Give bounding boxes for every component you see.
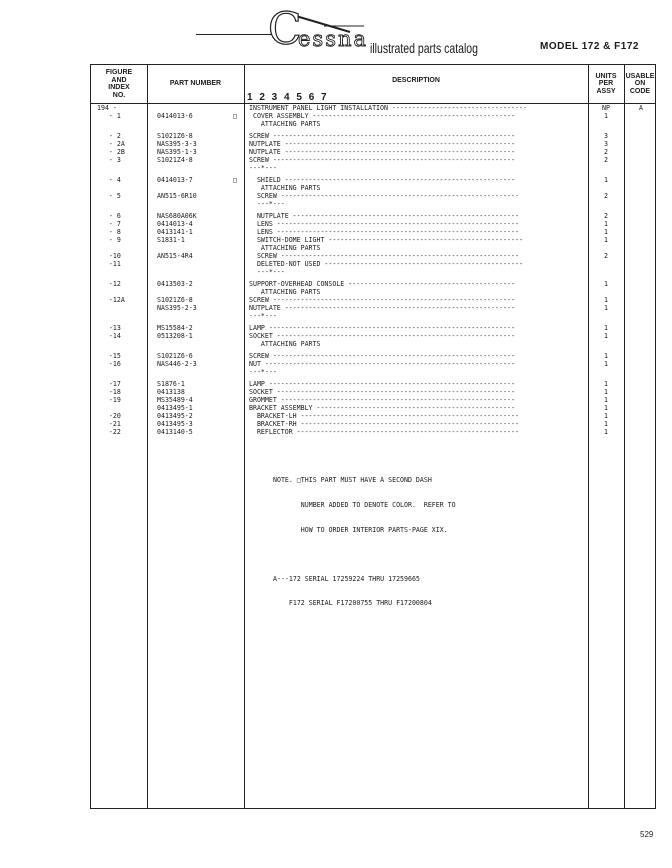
description-cell: ---*--- xyxy=(249,164,277,172)
units-per-assy-cell: 1 xyxy=(604,304,608,312)
figure-index-cell: -13 xyxy=(97,324,121,332)
note-line: HOW TO ORDER INTERIOR PARTS-PAGE XIX. xyxy=(273,525,448,534)
table-row xyxy=(91,288,655,296)
table-row xyxy=(91,420,655,428)
header-usable-on-code xyxy=(624,65,656,103)
table-row xyxy=(91,156,655,164)
table-row xyxy=(91,228,655,236)
figure-index-cell: - 5 xyxy=(97,192,121,200)
units-per-assy-cell: 1 xyxy=(604,412,608,420)
logo-wordmark: essna xyxy=(298,27,369,51)
table-row xyxy=(91,140,655,148)
figure-index-cell: -12A xyxy=(97,296,125,304)
description-cell: SUPPORT-OVERHEAD CONSOLE ------------------------------------------ xyxy=(249,280,515,288)
table-row xyxy=(91,388,655,396)
table-row xyxy=(91,120,655,128)
description-cell: SHIELD ---------------------------------------------------------- xyxy=(249,176,515,184)
part-number-cell: AN515-6R10 xyxy=(157,192,197,200)
units-per-assy-cell: 1 xyxy=(604,420,608,428)
figure-index-cell: -20 xyxy=(97,412,121,420)
figure-index-cell: -17 xyxy=(97,380,121,388)
units-per-assy-cell: 1 xyxy=(604,220,608,228)
figure-index-cell: - 8 xyxy=(97,228,121,236)
table-row xyxy=(91,404,655,412)
description-cell: GROMMET ----------------------------------------------------------- xyxy=(249,396,515,404)
figure-index-cell: - 1 xyxy=(97,112,121,120)
units-per-assy-cell: 1 xyxy=(604,324,608,332)
indent-levels: 1 2 3 4 5 6 7 xyxy=(247,92,329,103)
units-per-assy-cell: 1 xyxy=(604,112,608,120)
usable-code-line: F172 SERIAL F17200755 THRU F17200804 xyxy=(273,599,432,608)
units-per-assy-cell: 1 xyxy=(604,360,608,368)
description-cell: SCREW ------------------------------------------------------------ xyxy=(249,192,519,200)
part-number-cell: S1831-1 xyxy=(157,236,185,244)
table-row xyxy=(91,352,655,360)
header-text: AND xyxy=(111,76,127,84)
figure-index-cell: -18 xyxy=(97,388,121,396)
notes-section xyxy=(273,460,456,624)
table-row xyxy=(91,312,655,320)
table-row xyxy=(91,396,655,404)
description-cell: LAMP -------------------------------------------------------------- xyxy=(249,380,515,388)
catalog-title: illustrated parts catalog xyxy=(370,40,478,56)
description-cell: SCREW ------------------------------------------------------------- xyxy=(249,296,515,304)
units-per-assy-cell: 1 xyxy=(604,280,608,288)
units-per-assy-cell: 1 xyxy=(604,388,608,396)
units-per-assy-cell: 1 xyxy=(604,176,608,184)
part-number-cell: S1021Z4-8 xyxy=(157,156,193,164)
description-cell: BRACKET-LH ------------------------------------------------------- xyxy=(249,412,519,420)
description-cell: LENS ------------------------------------------------------------- xyxy=(249,228,519,236)
note-line: NUMBER ADDED TO DENOTE COLOR. REFER TO xyxy=(273,501,456,510)
description-cell: COVER ASSEMBLY --------------------------------------------------- xyxy=(249,112,515,120)
note-line: NOTE. □THIS PART MUST HAVE A SECOND DASH xyxy=(273,476,432,485)
table-row xyxy=(91,192,655,200)
table-row xyxy=(91,304,655,312)
part-number-cell: 0413503-2 xyxy=(157,280,193,288)
figure-index-cell: - 7 xyxy=(97,220,121,228)
part-number-cell: 0414013-6 xyxy=(157,112,193,120)
table-row xyxy=(91,296,655,304)
units-per-assy-cell: 3 xyxy=(604,132,608,140)
description-cell: DELETED-NOT USED -------------------------------------------------- xyxy=(249,260,523,268)
description-cell: ATTACHING PARTS xyxy=(249,120,321,128)
part-number-cell: 0413141-1 xyxy=(157,228,193,236)
parts-table xyxy=(90,64,656,809)
header-text: FIGURE xyxy=(105,69,133,76)
units-per-assy-cell: 1 xyxy=(604,396,608,404)
description-cell: ---*--- xyxy=(249,312,277,320)
part-number-cell: 0413495-1 xyxy=(157,404,193,412)
units-per-assy-cell: 1 xyxy=(604,228,608,236)
header-figure-index xyxy=(91,65,147,103)
units-per-assy-cell: 1 xyxy=(604,236,608,244)
description-cell: LAMP -------------------------------------------------------------- xyxy=(249,324,515,332)
description-cell: NUTPLATE ---------------------------------------------------------- xyxy=(249,148,515,156)
units-per-assy-cell: 1 xyxy=(604,428,608,436)
figure-index-cell: -16 xyxy=(97,360,121,368)
description-cell: INSTRUMENT PANEL LIGHT INSTALLATION ---------------------------------- xyxy=(249,104,527,112)
header-units-per-assy xyxy=(588,65,624,103)
logo-rule xyxy=(196,34,274,35)
table-row xyxy=(91,412,655,420)
description-cell: REFLECTOR -------------------------------------------------------- xyxy=(249,428,519,436)
table-row xyxy=(91,332,655,340)
units-per-assy-cell: 2 xyxy=(604,148,608,156)
part-number-cell: NAS395-3-3 xyxy=(157,140,197,148)
figure-index-cell: -14 xyxy=(97,332,121,340)
table-row xyxy=(91,104,655,112)
table-row xyxy=(91,324,655,332)
table-row xyxy=(91,380,655,388)
description-cell: ATTACHING PARTS xyxy=(249,288,321,296)
part-number-cell: 0513208-1 xyxy=(157,332,193,340)
description-cell: ATTACHING PARTS xyxy=(249,184,321,192)
table-row xyxy=(91,184,655,192)
figure-index-cell: - 6 xyxy=(97,212,121,220)
table-row xyxy=(91,212,655,220)
table-row xyxy=(91,236,655,244)
part-number-cell: MS15584-2 xyxy=(157,324,193,332)
description-cell: SOCKET ------------------------------------------------------------ xyxy=(249,388,515,396)
table-row xyxy=(91,280,655,288)
figure-index-cell: -10 xyxy=(97,252,121,260)
header-text: PER xyxy=(598,80,614,88)
description-cell: SCREW ------------------------------------------------------------- xyxy=(249,132,515,140)
header-text: DESCRIPTION xyxy=(392,77,440,84)
usable-code-cell: A xyxy=(639,104,643,112)
part-number-cell: S1021Z6-8 xyxy=(157,132,193,140)
part-number-cell: NAS680A06K xyxy=(157,212,197,220)
note-spacer xyxy=(273,550,456,558)
table-row xyxy=(91,260,655,268)
units-per-assy-cell: 2 xyxy=(604,156,608,164)
table-row xyxy=(91,360,655,368)
description-cell: NUTPLATE ---------------------------------------------------------- xyxy=(249,140,515,148)
table-row xyxy=(91,220,655,228)
figure-index-cell: - 2A xyxy=(97,140,125,148)
header-text: INDEX xyxy=(108,84,130,91)
header-part-number xyxy=(147,65,244,103)
figure-index-cell: -15 xyxy=(97,352,121,360)
units-per-assy-cell: 1 xyxy=(604,404,608,412)
table-row xyxy=(91,252,655,260)
header-text: PART NUMBER xyxy=(169,80,222,88)
table-row xyxy=(91,112,655,120)
description-cell: ---*--- xyxy=(249,368,277,376)
part-number-cell: NAS446-2-3 xyxy=(157,360,197,368)
units-per-assy-cell: 2 xyxy=(604,252,608,260)
description-cell: ATTACHING PARTS xyxy=(249,244,321,252)
table-row xyxy=(91,164,655,172)
part-number-cell: 0413495-3 xyxy=(157,420,193,428)
table-row xyxy=(91,268,655,276)
header-text: CODE xyxy=(629,87,651,95)
header-text: ASSY xyxy=(596,87,616,95)
table-row xyxy=(91,148,655,156)
units-per-assy-cell: 2 xyxy=(604,192,608,200)
part-number-cell: 0414013-7 xyxy=(157,176,193,184)
figure-index-cell: -19 xyxy=(97,396,121,404)
description-cell: BRACKET ASSEMBLY -------------------------------------------------- xyxy=(249,404,515,412)
usable-code-line: A---172 SERIAL 17259224 THRU 17259665 xyxy=(273,574,420,583)
logo-initial: C xyxy=(268,4,302,55)
description-cell: NUTPLATE --------------------------------------------------------- xyxy=(249,212,519,220)
units-per-assy-cell: 3 xyxy=(604,140,608,148)
table-row xyxy=(91,428,655,436)
header-text: USABLE xyxy=(625,72,655,80)
description-cell: ---*--- xyxy=(249,268,285,276)
part-number-cell: NAS395-2-3 xyxy=(157,304,197,312)
units-per-assy-cell: 1 xyxy=(604,332,608,340)
header-text: UNITS xyxy=(595,72,617,80)
description-cell: SCREW ------------------------------------------------------------- xyxy=(249,352,515,360)
description-cell: SCREW ------------------------------------------------------------- xyxy=(249,156,515,164)
figure-index-cell: 194 - xyxy=(97,104,117,112)
color-note-mark: □ xyxy=(233,112,237,120)
description-cell: SCREW ------------------------------------------------------------ xyxy=(249,252,519,260)
figure-index-cell: -22 xyxy=(97,428,121,436)
table-row xyxy=(91,200,655,208)
units-per-assy-cell: 1 xyxy=(604,296,608,304)
part-number-cell: 0414013-4 xyxy=(157,220,193,228)
description-cell: LENS ------------------------------------------------------------- xyxy=(249,220,519,228)
description-cell: SWITCH-DOME LIGHT ------------------------------------------------- xyxy=(249,236,523,244)
part-number-cell: 0413140-5 xyxy=(157,428,193,436)
model-title: MODEL 172 & F172 xyxy=(540,41,639,52)
figure-index-cell: -11 xyxy=(97,260,121,268)
part-number-cell: AN515-4R4 xyxy=(157,252,193,260)
figure-index-cell: - 3 xyxy=(97,156,121,164)
figure-index-cell: - 4 xyxy=(97,176,121,184)
table-row xyxy=(91,340,655,348)
units-per-assy-cell: NP xyxy=(602,104,610,112)
description-cell: NUT --------------------------------------------------------------- xyxy=(249,360,515,368)
description-cell: ATTACHING PARTS xyxy=(249,340,321,348)
header-text: ON xyxy=(634,80,646,88)
description-cell: ---*--- xyxy=(249,200,285,208)
part-number-cell: S1876-1 xyxy=(157,380,185,388)
units-per-assy-cell: 2 xyxy=(604,212,608,220)
part-number-cell: 0413495-2 xyxy=(157,412,193,420)
part-number-cell: NAS395-1-3 xyxy=(157,148,197,156)
color-note-mark: □ xyxy=(233,176,237,184)
table-row xyxy=(91,132,655,140)
description-cell: NUTPLATE ---------------------------------------------------------- xyxy=(249,304,515,312)
part-number-cell: 0413138 xyxy=(157,388,185,396)
description-cell: BRACKET-RH ------------------------------------------------------- xyxy=(249,420,519,428)
part-number-cell: S1021Z6-8 xyxy=(157,296,193,304)
table-row xyxy=(91,244,655,252)
figure-index-cell: - 2B xyxy=(97,148,125,156)
page-number: 529 xyxy=(640,830,654,839)
part-number-cell: S1021Z6-6 xyxy=(157,352,193,360)
units-per-assy-cell: 1 xyxy=(604,380,608,388)
figure-index-cell: -21 xyxy=(97,420,121,428)
table-row xyxy=(91,368,655,376)
figure-index-cell: -12 xyxy=(97,280,121,288)
header-text: NO. xyxy=(112,91,126,99)
units-per-assy-cell: 1 xyxy=(604,352,608,360)
description-cell: SOCKET ------------------------------------------------------------ xyxy=(249,332,515,340)
table-row xyxy=(91,176,655,184)
figure-index-cell: - 2 xyxy=(97,132,121,140)
figure-index-cell: - 9 xyxy=(97,236,121,244)
part-number-cell: MS35489-4 xyxy=(157,396,193,404)
